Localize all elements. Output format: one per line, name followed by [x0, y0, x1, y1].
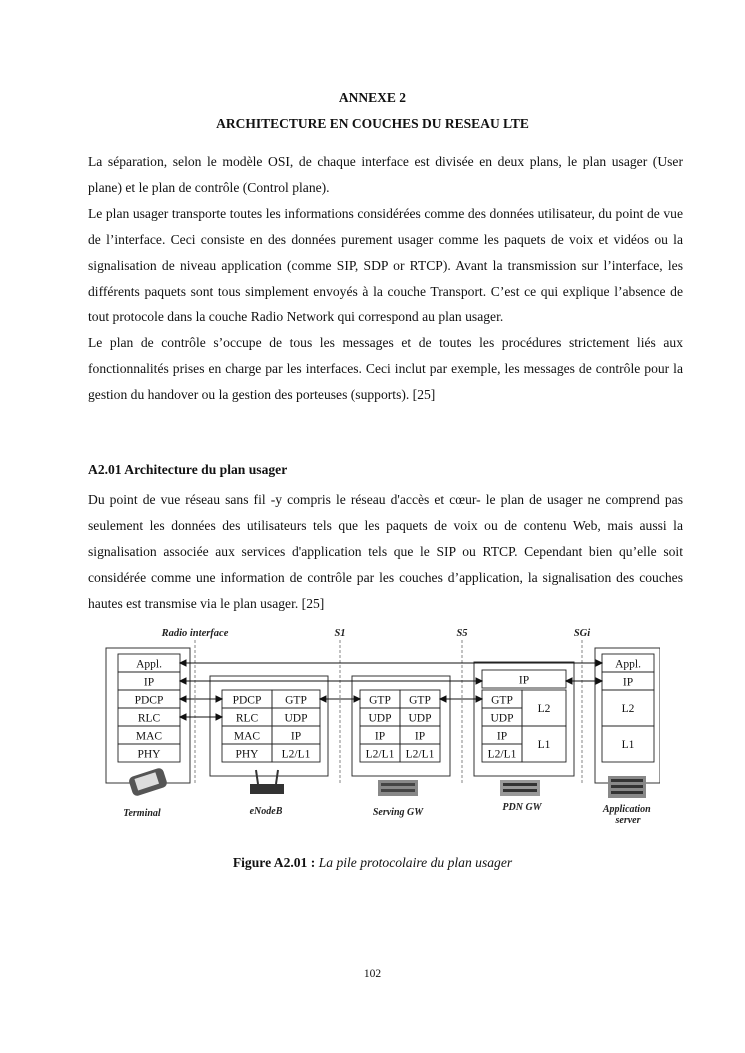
annex-title: ANNEXE 2: [338, 90, 407, 105]
enodeb-layer-mac: MAC: [233, 730, 261, 743]
server-icon: [608, 776, 646, 798]
server-layer-ip: IP: [622, 676, 634, 689]
pgw-icon: [500, 780, 540, 796]
sgw-right-layer-gtp: GTP: [409, 694, 431, 707]
enodeb-layer-ip: IP: [290, 730, 302, 743]
pgw-layer-udp: UDP: [490, 712, 514, 725]
sgw-left-layer-udp: UDP: [368, 712, 392, 725]
sgw-right-layer-l2l1: L2/L1: [405, 748, 435, 761]
terminal-layer-mac: MAC: [135, 730, 163, 743]
pgw-layer-l2: L2: [537, 703, 551, 715]
enodeb-layer-pdcp: PDCP: [232, 694, 262, 707]
pgw-layer-ip-top: IP: [518, 674, 530, 687]
terminal-layer-appl: Appl.: [136, 658, 162, 671]
terminal-icon: [128, 767, 168, 797]
sgw-right-layer-ip: IP: [414, 730, 426, 743]
node-label-server: server: [615, 815, 641, 826]
server-layer-l1: L1: [621, 739, 635, 751]
enodeb-icon: [250, 770, 284, 794]
node-label-pdn-gw: PDN GW: [502, 802, 542, 813]
sgw-left-layer-l2l1: L2/L1: [365, 748, 395, 761]
terminal-stack: [118, 654, 180, 762]
caption-text: La pile protocolaire du plan usager: [318, 855, 513, 870]
pgw-stack: [482, 670, 566, 762]
interface-label-s1: S1: [334, 628, 346, 639]
terminal-layer-ip: IP: [143, 676, 155, 689]
intro-paragraph-3: Le plan de contrôle s’occupe de tous les messages et de toutes les procédures strictement liés aux fonctionnalités prises en charge par les interfaces. Ceci inclut par exemple, les messages de contrôle pour la gestion du handover ou la gestion des porteuses (supports). [25]: [88, 335, 683, 403]
node-label-enodeb: eNodeB: [249, 806, 283, 817]
enodeb-layer-udp: UDP: [284, 712, 308, 725]
sgw-right-layer-udp: UDP: [408, 712, 432, 725]
protocol-stack-figure: [100, 624, 660, 830]
terminal-layer-pdcp: PDCP: [134, 694, 164, 707]
sgw-left-layer-ip: IP: [374, 730, 386, 743]
section-heading: A2.01 Architecture du plan usager: [88, 462, 288, 477]
caption-label: Figure A2.01 :: [232, 855, 316, 870]
annex-subtitle: ARCHITECTURE EN COUCHES DU RESEAU LTE: [216, 116, 529, 131]
section-text: [88, 487, 683, 617]
pgw-layer-ip: IP: [496, 730, 508, 743]
sgw-left-layer-gtp: GTP: [369, 694, 391, 707]
section-paragraph: Du point de vue réseau sans fil -y compris le réseau d'accès et cœur- le plan de usager ne comprend pas seulement les données des utilisateurs tels que les paquets de voix ou de contenu Web, mais aussi la signalisation associée aux services d'application tels que le SIP ou RTCP. Cependant bien qu’elle soit considérée comme une information de contrôle par les couches d’application, la signalisation des couches hautes est transmise via le plan usager. [25]: [88, 492, 683, 611]
intro-paragraph-2: Le plan usager transporte toutes les informations considérées comme des données utilisateur, du point de vue de l’interface. Ceci consiste en des données purement usager comme les paquets de voix et vidéos ou la signalisation de niveau application (comme SIP, SDP or RTCP). Avant la transmission sur l’interface, les différents paquets sont tous simplement envoyés à la couche Transport. C’est ce qui explique l’absence de tout protocole dans la couche Radio Network qui correspond au plan usager.: [88, 205, 683, 325]
enodeb-stack: [222, 690, 320, 762]
node-label-serving-gw: Serving GW: [372, 807, 424, 818]
node-label-application: Application: [602, 804, 651, 815]
terminal-layer-phy: PHY: [137, 748, 161, 761]
protocol-stack-diagram: [100, 624, 660, 830]
sgw-icon: [378, 780, 418, 796]
intro-paragraph-1: La séparation, selon le modèle OSI, de chaque interface est divisée en deux plans, le plan usager (User plane) et le plan de contrôle (Control plane).: [88, 154, 683, 195]
enodeb-layer-rlc: RLC: [235, 712, 259, 725]
interface-label-sgi: SGi: [573, 628, 591, 639]
enodeb-layer-phy: PHY: [235, 748, 259, 761]
node-label-terminal: Terminal: [123, 808, 161, 819]
interface-label-s5: S5: [456, 628, 468, 639]
page-number: 102: [363, 968, 382, 980]
enodeb-layer-gtp: GTP: [285, 694, 307, 707]
terminal-layer-rlc: RLC: [137, 712, 161, 725]
node-label-application-server: [602, 804, 653, 826]
server-layer-appl: Appl.: [615, 658, 641, 671]
pgw-layer-gtp: GTP: [491, 694, 513, 707]
intro-text: [88, 149, 683, 408]
interface-label-radio: Radio interface: [161, 628, 229, 639]
pgw-layer-l2l1: L2/L1: [487, 748, 517, 761]
sgw-stack: [360, 690, 440, 762]
enodeb-layer-l2l1: L2/L1: [281, 748, 311, 761]
server-stack: [602, 654, 654, 762]
figure-caption: [0, 855, 745, 871]
pgw-layer-l1: L1: [537, 739, 551, 751]
server-layer-l2: L2: [621, 703, 635, 715]
